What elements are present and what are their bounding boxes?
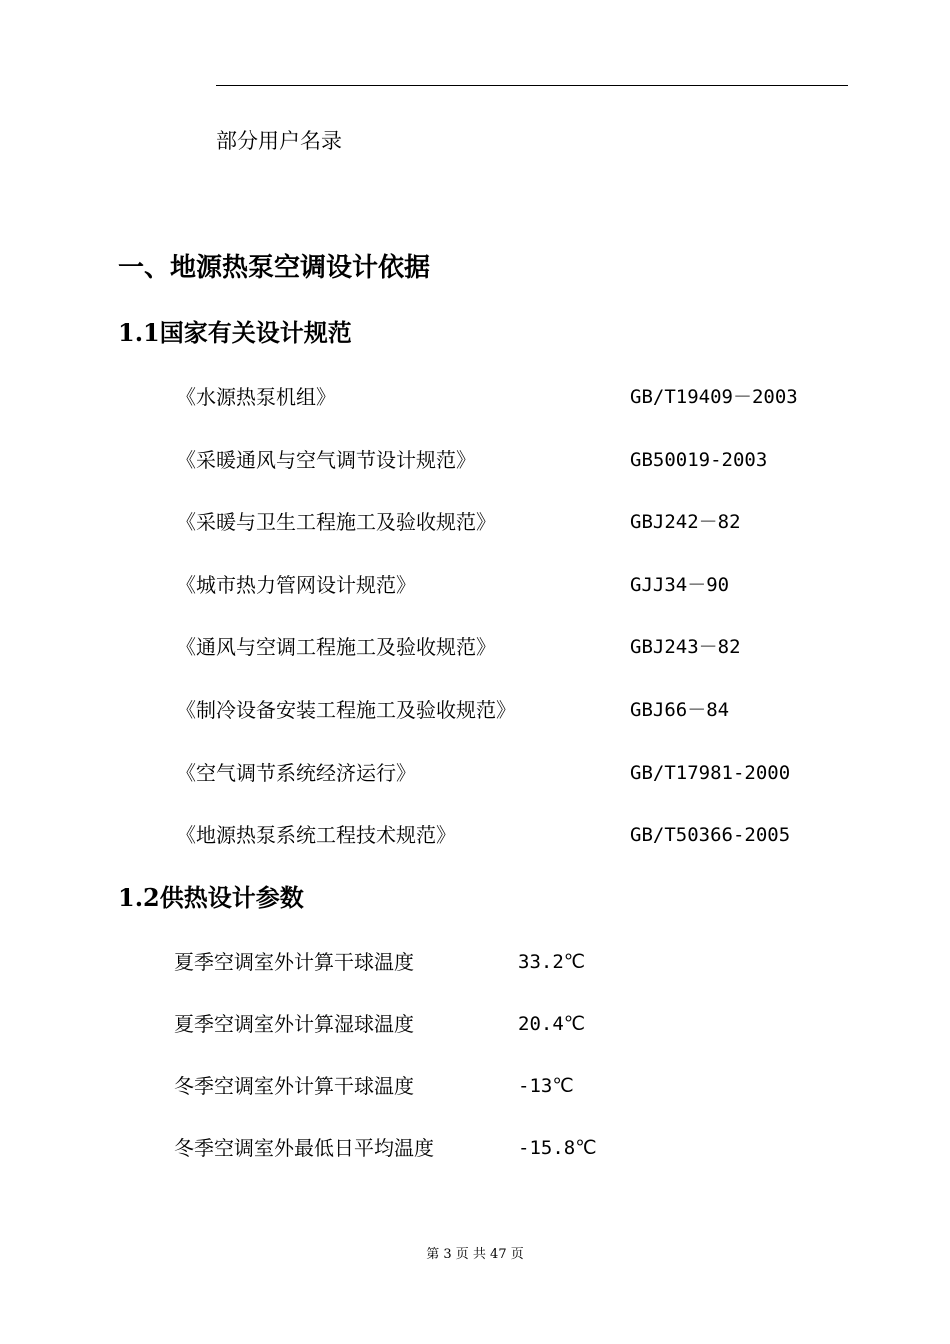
- standard-code: GBJ243－82: [630, 636, 741, 659]
- standard-code: GJJ34－90: [630, 573, 730, 596]
- parameter-value: -13℃: [518, 1075, 574, 1097]
- standard-name: 《采暖通风与空气调节设计规范》: [176, 447, 476, 472]
- standard-name: 《城市热力管网设计规范》: [176, 572, 416, 597]
- standard-code: GB/T50366-2005: [630, 824, 791, 847]
- standard-code: GBJ242－82: [630, 511, 741, 534]
- list-item: [0, 1071, 950, 1133]
- section-title-parameters: 1.2供热设计参数: [118, 883, 304, 912]
- list-item: [0, 758, 950, 821]
- standard-code: GB50019-2003: [630, 448, 768, 471]
- parameter-name: 冬季空调室外最低日平均温度: [174, 1136, 434, 1160]
- list-item: [0, 947, 950, 1009]
- page-footer: 第 3 页 共 47 页: [426, 1247, 524, 1262]
- list-item: [0, 507, 950, 570]
- intro-text: 部分用户名录: [216, 129, 342, 153]
- parameter-name: 夏季空调室外计算干球温度: [174, 950, 414, 974]
- list-item: [0, 820, 950, 883]
- chapter-title: 一、地源热泵空调设计依据: [118, 253, 431, 283]
- parameter-value: 33.2℃: [518, 951, 586, 973]
- list-item: [0, 445, 950, 508]
- parameter-value: 20.4℃: [518, 1013, 586, 1035]
- list-item: [0, 1009, 950, 1071]
- list-item: [0, 570, 950, 633]
- parameter-name: 夏季空调室外计算湿球温度: [174, 1012, 414, 1036]
- standard-name: 《地源热泵系统工程技术规范》: [176, 823, 456, 848]
- parameter-name: 冬季空调室外计算干球温度: [174, 1074, 414, 1098]
- list-item: [0, 1133, 950, 1195]
- list-item: [0, 632, 950, 695]
- standards-list: [0, 382, 950, 883]
- standard-code: GB/T19409－2003: [630, 386, 798, 408]
- list-item: [0, 695, 950, 758]
- standard-name: 《采暖与卫生工程施工及验收规范》: [176, 510, 496, 535]
- section-title-standards: 1.1国家有关设计规范: [118, 318, 352, 347]
- standard-code: GB/T17981-2000: [630, 761, 791, 784]
- parameters-list: [0, 947, 950, 1195]
- standard-name: 《制冷设备安装工程施工及验收规范》: [176, 697, 516, 722]
- parameter-value: -15.8℃: [518, 1137, 597, 1159]
- standard-name: 《通风与空调工程施工及验收规范》: [176, 635, 496, 660]
- standard-name: 《空气调节系统经济运行》: [176, 760, 416, 785]
- standard-name: 《水源热泵机组》: [176, 385, 336, 409]
- list-item: [0, 382, 950, 445]
- standard-code: GBJ66－84: [630, 698, 730, 721]
- header-rule: [216, 85, 848, 86]
